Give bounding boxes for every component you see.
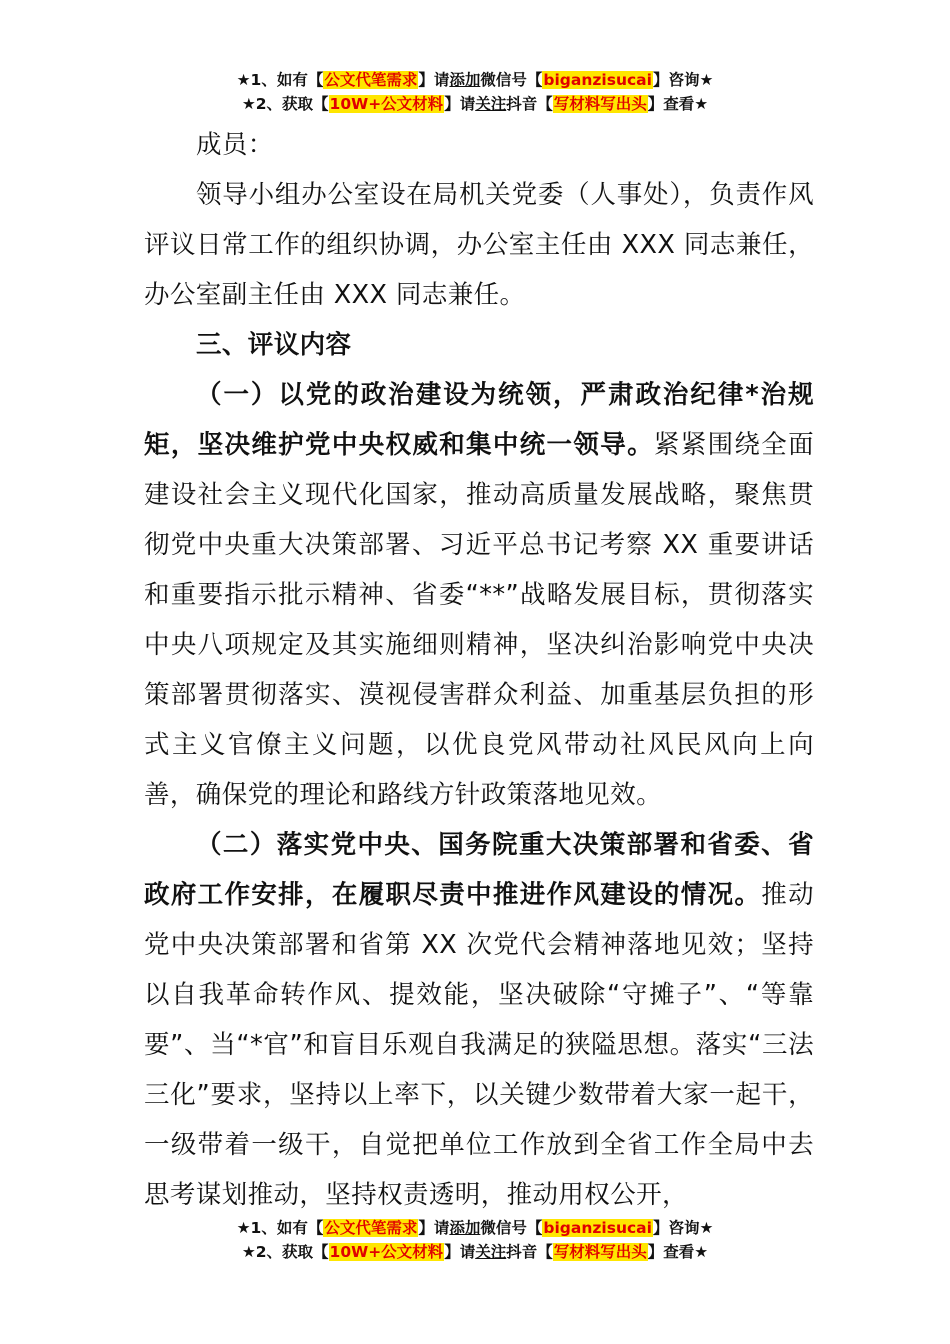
item-2-body: 推动党中央决策部署和省第 XX 次党代会精神落地见效；坚持以自我革命转作风、提效能，坚决破除“守摊子”、“等靠要”、当“*官”和盲目乐观自我满足的狭隘思想。落实“三法三化”要求，坚持以上率下，以关键少数带着大家一起干，一级带着一级干，自觉把单位工作放到全省工作全局中去思考谋划推动，坚持权责透明，推动用权公开， [144, 880, 814, 1210]
item-2-title: （二）落实党中央、国务院重大决策部署和省委、省政府工作安排，在履职尽责中推进作风建设的情况。 [144, 830, 814, 910]
header-banner [0, 68, 950, 116]
footer-highlight-wechat-id: biganzisucai [543, 1219, 652, 1237]
item-1-paragraph [144, 370, 814, 820]
footer-highlight-douyin: 写材料写出头 [553, 1243, 647, 1261]
document-body [144, 120, 814, 1220]
members-label: 成员： [196, 130, 274, 160]
highlight-service: 公文代笔需求 [324, 71, 418, 89]
item-2-paragraph [144, 820, 814, 1220]
banner-line-1: ★1、如有【公文代笔需求】请添加微信号【biganzisucai】咨询★ [236, 71, 714, 89]
highlight-wechat-id: biganzisucai [543, 71, 652, 89]
footer-highlight-service: 公文代笔需求 [324, 1219, 418, 1237]
section-heading: 三、评议内容 [196, 330, 352, 360]
footer-highlight-materials: 10W+公文材料 [329, 1243, 444, 1261]
footer-line-2: ★2、获取【10W+公文材料】请关注抖音【写材料写出头】查看★ [241, 1243, 709, 1261]
footer-banner [0, 1216, 950, 1264]
highlight-materials: 10W+公文材料 [329, 95, 444, 113]
banner-line-2: ★2、获取【10W+公文材料】请关注抖音【写材料写出头】查看★ [241, 95, 709, 113]
highlight-douyin: 写材料写出头 [553, 95, 647, 113]
office-paragraph: 领导小组办公室设在局机关党委（人事处），负责作风评议日常工作的组织协调，办公室主任由 XXX 同志兼任，办公室副主任由 XXX 同志兼任。 [144, 180, 814, 310]
item-1-title: （一）以党的政治建设为统领，严肃政治纪律*治规矩，坚决维护党中央权威和集中统一领导。 [144, 380, 814, 460]
item-1-body: 紧紧围绕全面建设社会主义现代化国家，推动高质量发展战略，聚焦贯彻党中央重大决策部署、习近平总书记考察 XX 重要讲话和重要指示批示精神、省委“**”战略发展目标，贯彻落实中央八项规定及其实施细则精神，坚决纠治影响党中央决策部署贯彻落实、漠视侵害群众利益、加重基层负担的形式主义官僚主义问题，以优良党风带动社风民风向上向善，确保党的理论和路线方针政策落地见效。 [144, 430, 814, 810]
footer-line-1: ★1、如有【公文代笔需求】请添加微信号【biganzisucai】咨询★ [236, 1219, 714, 1237]
